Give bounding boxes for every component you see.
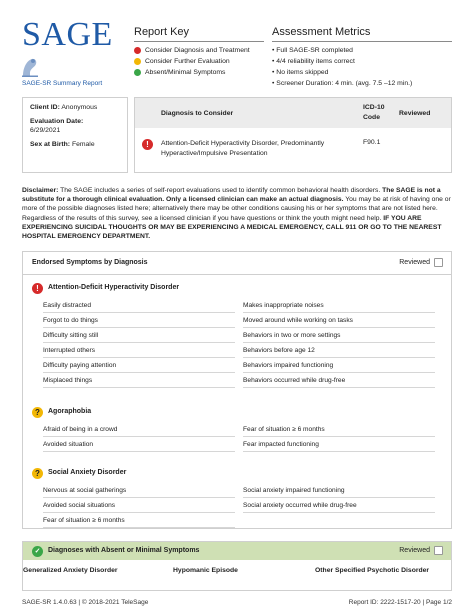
logo-word: SAGE — [22, 16, 113, 53]
condition-title: Attention-Deficit Hyperactivity Disorder — [48, 284, 180, 291]
symptom-item: Easily distracted — [43, 300, 235, 313]
reviewed-control: Reviewed — [399, 542, 443, 560]
symptom-item: Makes inappropriate noises — [243, 300, 435, 313]
warning-icon: ? — [32, 407, 43, 418]
reviewed-control: Reviewed — [399, 252, 443, 274]
metric-item: • No items skipped — [272, 67, 452, 78]
metrics-title: Assessment Metrics — [272, 26, 452, 42]
col-reviewed: Reviewed — [399, 110, 431, 117]
symptom-item: Behaviors in two or more settings — [243, 330, 435, 343]
condition-social-anxiety — [23, 465, 451, 529]
symptom-item: Difficulty sitting still — [43, 330, 235, 343]
endorsed-header — [23, 252, 451, 275]
report-key-title: Report Key — [134, 26, 264, 42]
symptom-item: Misplaced things — [43, 375, 235, 388]
client-id: Client ID: Anonymous — [30, 104, 98, 111]
table-row — [135, 128, 451, 172]
absent-diagnosis: Hypomanic Episode — [173, 567, 238, 574]
symptom-item: Fear of situation ≥ 6 months — [43, 515, 235, 528]
evaluation-date: Evaluation Date: 6/29/2021 — [30, 118, 84, 134]
icd-code: F90.1 — [363, 139, 381, 146]
sage-emblem-icon — [20, 56, 40, 78]
green-check-icon — [134, 69, 141, 76]
key-item-consider-diagnosis: Consider Diagnosis and Treatment — [134, 45, 264, 56]
symptom-item: Afraid of being in a crowd — [43, 424, 235, 437]
symptom-item: Avoided situation — [43, 439, 235, 452]
col-icd-code: ICD-10 Code — [363, 104, 385, 121]
symptom-item: Social anxiety occurred while drug-free — [243, 500, 435, 513]
symptom-item: Forgot to do things — [43, 315, 235, 328]
metric-item: • Full SAGE-SR completed — [272, 45, 452, 56]
sex-at-birth: Sex at Birth: Female — [30, 141, 95, 148]
disclaimer: Disclaimer: The SAGE includes a series of self-report evaluations used to identify common behavioral health disorders. The SAGE is not a substitute for a thorough clinical evaluation. Only a licensed clinician can make an actual diagnosis. You may be at risk of having one or more of the possible diagnoses listed here; alternatively there may be other conditions causing his or her symptoms that are not listed here. Regardless of the results of this survey, see a licensed clinician if you have questions or think the youth might need help. IF YOU ARE EXPERIENCING SUICIDAL THOUGHTS OR MAY BE EXPERIENCING A MEDICAL EMERGENCY, CALL 911 OR GO TO THE NEAREST HOSPITAL EMERGENCY DEPARTMENT. — [22, 187, 451, 241]
condition-adhd — [23, 280, 451, 386]
key-item-absent-minimal: Absent/Minimal Symptoms — [134, 67, 264, 78]
absent-diagnosis: Other Specified Psychotic Disorder — [315, 567, 430, 574]
symptom-item: Fear impacted functioning — [243, 439, 435, 452]
alert-icon: ! — [142, 139, 153, 150]
symptom-item: Nervous at social gatherings — [43, 485, 235, 498]
logo-subtitle: SAGE-SR Summary Report — [22, 80, 103, 87]
symptom-item: Difficulty paying attention — [43, 360, 235, 373]
footer — [22, 599, 452, 606]
symptom-item: Avoided social situations — [43, 500, 235, 513]
col-diagnosis: Diagnosis to Consider — [161, 110, 234, 117]
red-alert-icon — [134, 47, 141, 54]
diagnosis-table — [134, 97, 452, 173]
diagnosis-table-header — [135, 98, 451, 128]
symptom-item: Interrupted others — [43, 345, 235, 358]
assessment-metrics — [272, 26, 452, 89]
condition-agoraphobia — [23, 404, 451, 452]
absent-header — [23, 542, 451, 560]
symptom-item: Moved around while working on tasks — [243, 315, 435, 328]
absent-diagnosis: Generalized Anxiety Disorder — [23, 567, 118, 574]
footer-version: SAGE-SR 1.4.0.63 | © 2018-2021 TeleSage — [22, 599, 149, 606]
report-key — [134, 26, 264, 78]
key-item-further-evaluation: Consider Further Evaluation — [134, 56, 264, 67]
warning-icon: ? — [32, 468, 43, 479]
alert-icon: ! — [32, 283, 43, 294]
check-icon: ✓ — [32, 546, 43, 557]
reviewed-checkbox[interactable] — [434, 258, 443, 267]
symptom-item: Behaviors before age 12 — [243, 345, 435, 358]
absent-title: Diagnoses with Absent or Minimal Symptoms — [48, 547, 200, 554]
metric-item: • Screener Duration: 4 min. (avg. 7.5 –12 min.) — [272, 78, 452, 89]
symptom-item: Behaviors impaired functioning — [243, 360, 435, 373]
footer-report-id: Report ID: 2222-1517-20 | Page 1/2 — [348, 599, 452, 606]
symptom-item: Behaviors occurred while drug-free — [243, 375, 435, 388]
symptom-item: Fear of situation ≥ 6 months — [243, 424, 435, 437]
endorsed-title: Endorsed Symptoms by Diagnosis — [32, 259, 148, 266]
metric-item: • 4/4 reliability items correct — [272, 56, 452, 67]
symptom-item: Social anxiety impaired functioning — [243, 485, 435, 498]
condition-title: Agoraphobia — [48, 408, 92, 415]
absent-minimal-panel — [22, 541, 452, 591]
condition-title: Social Anxiety Disorder — [48, 469, 127, 476]
reviewed-checkbox[interactable] — [434, 546, 443, 555]
diagnosis-name: Attention-Deficit Hyperactivity Disorder, Predominantly Hyperactive/Impulsive Presentation — [161, 140, 325, 157]
endorsed-symptoms-panel — [22, 251, 452, 529]
yellow-warning-icon — [134, 58, 141, 65]
client-info — [22, 97, 128, 173]
sage-logo — [22, 18, 122, 87]
